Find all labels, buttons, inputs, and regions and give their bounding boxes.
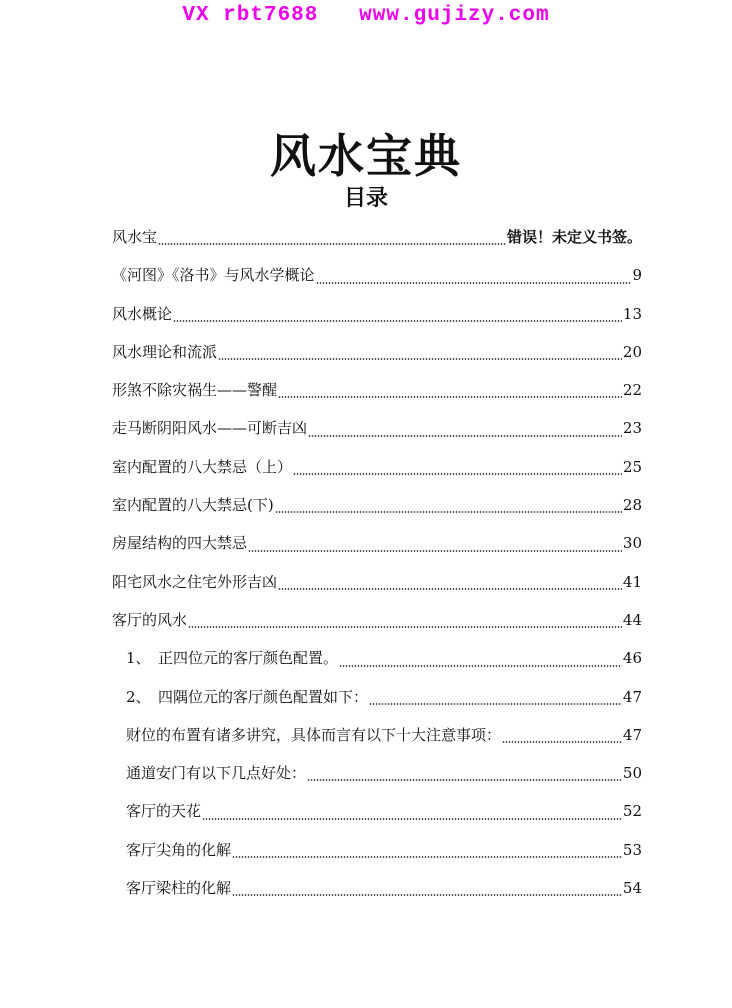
toc-entry[interactable] [112,682,642,720]
toc-entry-page-number: 错误！未定义书签。 [506,228,642,246]
toc-entry[interactable] [112,758,642,796]
toc-entry-page-number: 53 [622,840,642,859]
toc-entry-page-number: 47 [622,725,642,744]
toc-entry[interactable] [112,873,642,911]
toc-entry-title: 形煞不除灾祸生——警醒 [112,381,278,400]
toc-entry-title: 风水宝 [112,228,158,246]
toc-entry-page-number: 20 [622,342,642,361]
toc-entry-title: 客厅的风水 [112,610,188,629]
toc-entry-page-number: 41 [622,572,642,591]
toc-entry[interactable] [112,299,642,337]
toc-entry-page-number: 23 [622,419,642,438]
toc-entry-title: 室内配置的八大禁忌（上） [112,457,293,476]
dot-leader [248,550,622,552]
toc-entry-page-number: 50 [622,764,642,783]
toc-entry-title: 房屋结构的四大禁忌 [112,534,248,553]
toc-entry-title: 《河图》《洛书》与风水学概论 [112,266,315,285]
toc-entry-title: 1、 正四位元的客厅颜色配置。 [126,649,339,668]
toc-entry[interactable] [112,375,642,413]
dot-leader [232,856,622,858]
toc-entry-title: 2、 四隅位元的客厅颜色配置如下： [126,687,369,706]
toc-entry-page-number: 28 [622,496,642,515]
toc-heading: 目录 [343,185,388,211]
dot-leader [369,703,622,705]
dot-leader [339,665,622,667]
toc-entry[interactable] [112,413,642,451]
toc-entry-page-number: 52 [622,802,642,821]
toc-entry-page-number: 9 [632,266,642,285]
toc-entry-page-number: 13 [622,304,642,323]
dot-leader [278,396,622,398]
toc-entry-title: 风水理论和流派 [112,342,218,361]
toc-entry[interactable] [112,720,642,758]
toc-entry-page-number: 25 [622,457,642,476]
toc-entry-page-number: 44 [622,610,642,629]
toc-entry-title: 走马断阴阳风水——可断吉凶 [112,419,308,438]
toc-entry-title: 客厅尖角的化解 [126,840,232,859]
dot-leader [202,818,622,820]
dot-leader [278,588,622,590]
dot-leader [275,511,622,513]
toc-entry[interactable] [112,222,642,260]
toc-entry-title: 风水概论 [112,304,173,323]
toc-entry-page-number: 54 [622,879,642,898]
toc-entry-page-number: 47 [622,687,642,706]
toc-entry-page-number: 30 [622,534,642,553]
dot-leader [188,626,622,628]
toc-entry[interactable] [112,452,642,490]
toc-entry[interactable] [112,567,642,605]
dot-leader [316,282,632,284]
toc-entry[interactable] [112,490,642,528]
toc-entry[interactable] [112,796,642,834]
table-of-contents [112,222,642,911]
dot-leader [293,473,622,475]
dot-leader [308,435,622,437]
toc-entry[interactable] [112,260,642,298]
watermark-text: VX rbt7688 www.gujizy.com [182,4,550,27]
toc-entry-title: 室内配置的八大禁忌(下) [112,496,274,515]
dot-leader [218,358,622,360]
toc-entry-page-number: 22 [622,381,642,400]
toc-entry[interactable] [112,605,642,643]
toc-entry-title: 客厅的天花 [126,802,202,821]
toc-entry-page-number: 46 [622,649,642,668]
toc-entry[interactable] [112,528,642,566]
dot-leader [158,243,506,245]
dot-leader [307,779,622,781]
toc-entry[interactable] [112,643,642,681]
toc-entry[interactable] [112,337,642,375]
toc-entry[interactable] [112,835,642,873]
toc-entry-title: 通道安门有以下几点好处： [126,764,307,783]
toc-entry-title: 阳宅风水之住宅外形吉凶 [112,572,278,591]
toc-entry-title: 客厅梁柱的化解 [126,879,232,898]
dot-leader [232,894,622,896]
dot-leader [502,741,622,743]
toc-entry-title: 财位的布置有诸多讲究，具体而言有以下十大注意事项： [126,725,502,744]
dot-leader [173,320,622,322]
document-title: 风水宝典 [270,129,462,183]
